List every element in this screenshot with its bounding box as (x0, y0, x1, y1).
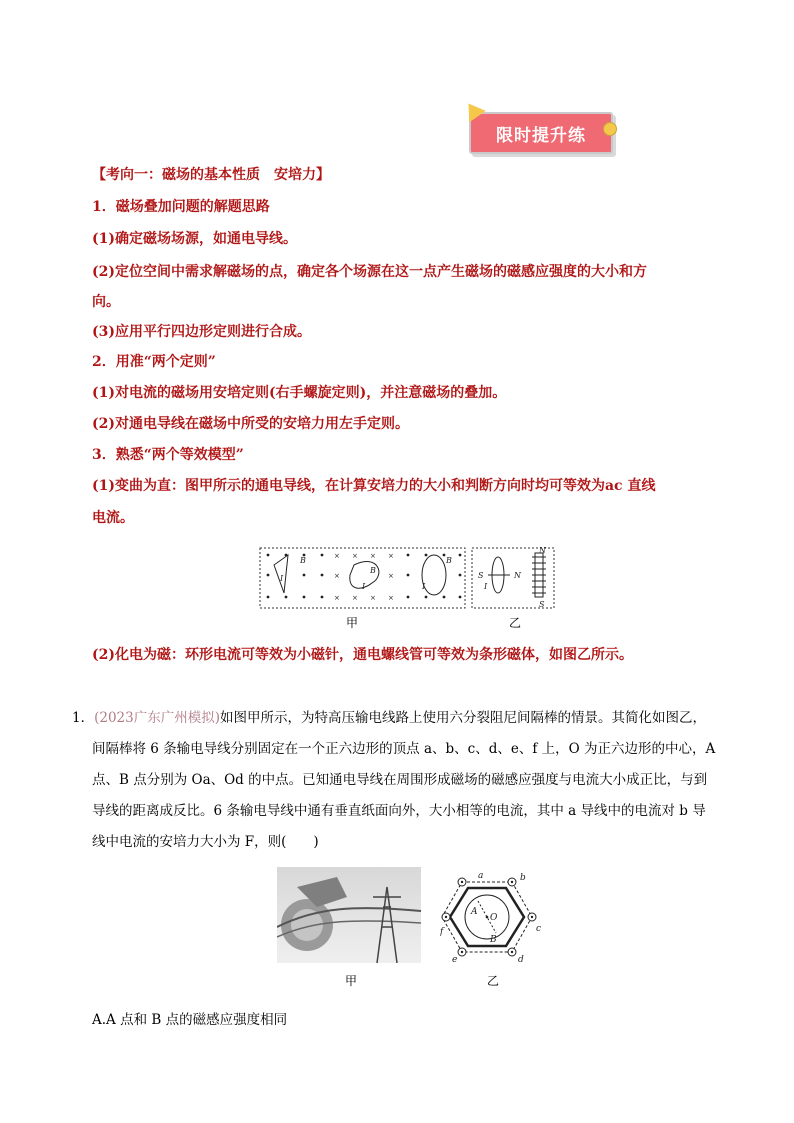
svg-text:×: × (370, 594, 376, 602)
question-source: (2023广东广州模拟) (94, 710, 220, 726)
svg-text:×: × (334, 572, 340, 580)
curve-wire (422, 555, 446, 595)
svg-text:B: B (446, 556, 452, 565)
point-b: B (490, 935, 497, 945)
photo-label-jia: 甲 (345, 974, 358, 988)
diagram-label-yi: 乙 (487, 974, 500, 988)
point-2-2: (2)对通电导线在磁场中所受的安培力用左手定则。 (92, 416, 409, 432)
point-3-2: (2)化电为磁：环形电流可等效为小磁针，通电螺线管可等效为条形磁体，如图乙所示。 (92, 647, 633, 663)
point-a: A (471, 907, 478, 917)
vertex-e: e (452, 955, 458, 965)
point-2-1: (1)对电流的磁场用安培定则(右手螺旋定则)，并注意磁场的叠加。 (92, 385, 507, 401)
dot-icon (603, 122, 617, 136)
vertex-b: b (520, 873, 526, 883)
question-1-line-1 (72, 708, 706, 728)
question-text-1: 如图甲所示，为特高压输电线路上使用六分裂阻尼间隔棒的情景。其简化如图乙， (219, 710, 706, 726)
point-3-1b: 电流。 (92, 510, 134, 526)
point-3-1a: (1)变曲为直：图甲所示的通电导线，在计算安培力的大小和判断方向时均可等效为ac 直线 (92, 478, 656, 494)
section-banner (465, 108, 615, 152)
section-heading: 【考向一：磁场的基本性质 安培力】 (92, 167, 330, 183)
question-text-2: 间隔棒将 6 条输电导线分别固定在一个正六边形的顶点 a、b、c、d、e、f 上，O 为正六边形的中心，A (92, 741, 716, 757)
figure-label-jia: 甲 (346, 616, 359, 630)
svg-text:×: × (334, 552, 340, 560)
svg-text:I: I (362, 582, 366, 591)
svg-text:B: B (370, 566, 376, 575)
svg-text:×: × (334, 594, 340, 602)
center-o: O (490, 913, 498, 923)
point-1-2a: (2)定位空间中需求解磁场的点，确定各个场源在这一点产生磁场的磁感应强度的大小和方 (92, 264, 647, 280)
point-1-title: 1．磁场叠加问题的解题思路 (92, 199, 270, 215)
vertex-f: f (440, 927, 444, 937)
figure-label-yi: 乙 (509, 616, 522, 630)
question-number: 1． (72, 710, 95, 726)
svg-text:I: I (280, 574, 284, 583)
svg-text:×: × (388, 594, 394, 602)
point-1-2b: 向。 (92, 294, 120, 310)
svg-text:×: × (370, 552, 376, 560)
svg-text:I: I (422, 582, 426, 591)
question-text-3: 点、B 点分别为 Oa、Od 的中点。已知通电导线在周围形成磁场的磁感应强度与电流大小成正比，与到 (92, 772, 708, 788)
vertex-c: c (536, 924, 542, 934)
svg-text:B: B (300, 556, 306, 565)
banner-title: 限时提升练 (496, 125, 586, 146)
field-box-a (260, 548, 465, 608)
question-text-5: 线中电流的安培力大小为 F，则( ) (92, 834, 319, 850)
svg-text:S: S (539, 600, 545, 609)
svg-text:×: × (388, 552, 394, 560)
option-a[interactable]: A.A 点和 B 点的磁感应强度相同 (92, 1012, 288, 1028)
hexagon-diagram (440, 868, 542, 966)
point-1-3: (3)应用平行四边形定则进行合成。 (92, 324, 311, 340)
vertex-a: a (478, 871, 484, 881)
power-line-photo (277, 867, 421, 963)
svg-text:N: N (539, 546, 546, 555)
svg-text:I: I (484, 582, 488, 591)
svg-text:×: × (352, 552, 358, 560)
svg-text:×: × (352, 594, 358, 602)
point-1-1: (1)确定磁场场源，如通电导线。 (92, 231, 297, 247)
point-3-title: 3．熟悉“两个等效模型” (92, 447, 244, 463)
svg-text:S: S (478, 571, 484, 580)
svg-text:×: × (388, 572, 394, 580)
question-text-4: 导线的距离成反比。6 条输电导线中通有垂直纸面向外，大小相等的电流，其中 a 导线中的电流对 b 导 (92, 803, 706, 819)
field-model-figure (258, 545, 558, 615)
point-2-title: 2．用准“两个定则” (92, 354, 216, 370)
banner-box (469, 112, 613, 154)
svg-text:N: N (514, 571, 521, 580)
vertex-d: d (518, 955, 524, 965)
